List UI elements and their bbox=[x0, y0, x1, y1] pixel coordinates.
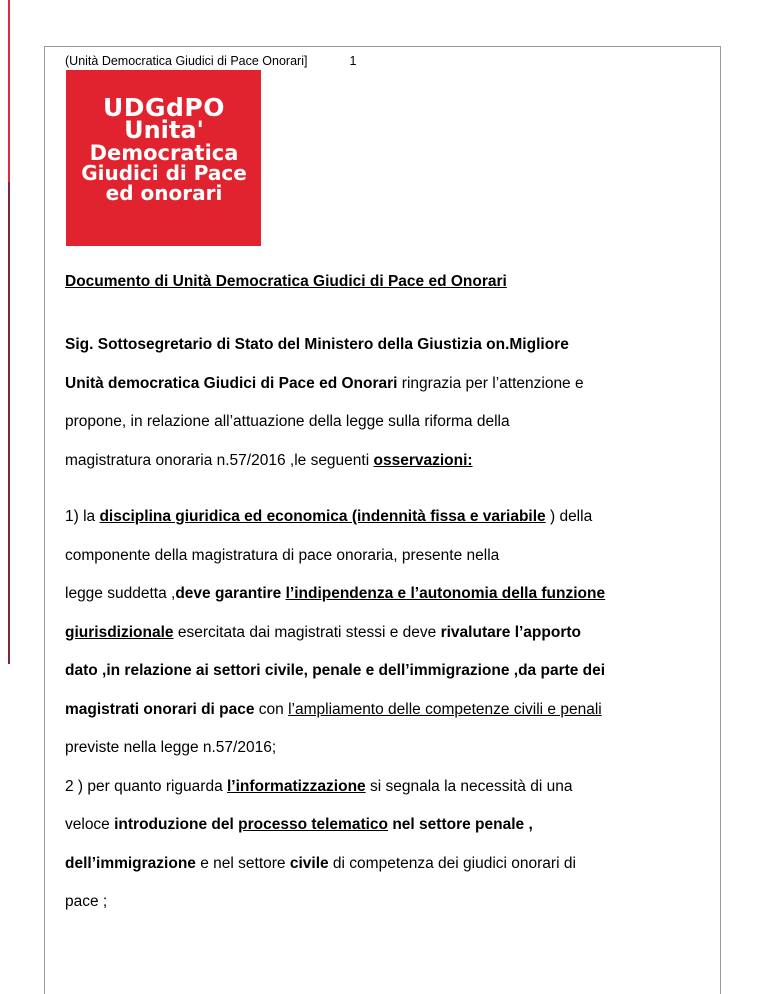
point-2-line-2: veloce introduzione del processo telematico nel settore penale , bbox=[65, 816, 533, 833]
org-name: Unità democratica Giudici di Pace ed Onorari bbox=[65, 374, 398, 392]
intro-line-3: magistratura onoraria n.57/2016 ,le seguenti osservazioni: bbox=[65, 451, 473, 469]
logo-line-4: Giudici di Pace bbox=[81, 161, 247, 185]
margin-change-bar-dark bbox=[8, 182, 10, 664]
intro-line-2: propone, in relazione all’attuazione della legge sulla riforma della bbox=[65, 413, 510, 430]
page-header bbox=[65, 54, 356, 68]
addressee-line: Sig. Sottosegretario di Stato del Ministero della Giustizia on.Migliore bbox=[65, 336, 569, 353]
udgdpo-logo bbox=[66, 70, 261, 246]
point-2 bbox=[65, 768, 715, 922]
point-1-line-3: legge suddetta ,deve garantire l’indipendenza e l’autonomia della funzione bbox=[65, 585, 606, 602]
point-1-line-4: giurisdizionale esercitata dai magistrati stessi e deve rivalutare l’apporto bbox=[65, 623, 581, 641]
point-1-line-1: 1) la disciplina giuridica ed economica (indennità fissa e variabile ) della bbox=[65, 508, 593, 525]
point-1-line-2: componente della magistratura di pace onoraria, presente nella bbox=[65, 546, 500, 564]
logo-wordmark bbox=[66, 70, 261, 246]
point-2-line-4: pace ; bbox=[65, 893, 108, 910]
page-frame-top bbox=[44, 46, 720, 47]
running-title: (Unità Democratica Giudici di Pace Onorari] bbox=[65, 54, 308, 68]
logo-line-1: UDGdPO bbox=[102, 93, 226, 122]
logo-line-5: ed onorari bbox=[105, 181, 223, 205]
logo-line-3: Democratica bbox=[89, 141, 239, 165]
page-frame-right bbox=[720, 46, 721, 994]
point-1-line-7: previste nella legge n.57/2016; bbox=[65, 739, 277, 756]
point-2-line-1: 2 ) per quanto riguarda l’informatizzazione si segnala la necessità di una bbox=[65, 777, 573, 795]
document-body bbox=[65, 265, 715, 922]
document-title: Documento di Unità Democratica Giudici di Pace ed Onorari bbox=[65, 273, 507, 290]
point-2-line-3: dell’immigrazione e nel settore civile di competenza dei giudici onorari di bbox=[65, 854, 576, 872]
point-1 bbox=[65, 498, 715, 768]
intro-line-1: Unità democratica Giudici di Pace ed Onorari ringrazia per l’attenzione e bbox=[65, 374, 584, 392]
osservazioni-heading: osservazioni: bbox=[373, 451, 473, 469]
logo-line-2: Unita' bbox=[124, 116, 204, 144]
page-number: 1 bbox=[349, 54, 357, 68]
page-frame-left bbox=[44, 46, 45, 994]
point-1-line-6: magistrati onorari di pace con l’ampliamento delle competenze civili e penali bbox=[65, 700, 602, 718]
point-1-line-5: dato ,in relazione ai settori civile, penale e dell’immigrazione ,da parte dei bbox=[65, 662, 606, 679]
